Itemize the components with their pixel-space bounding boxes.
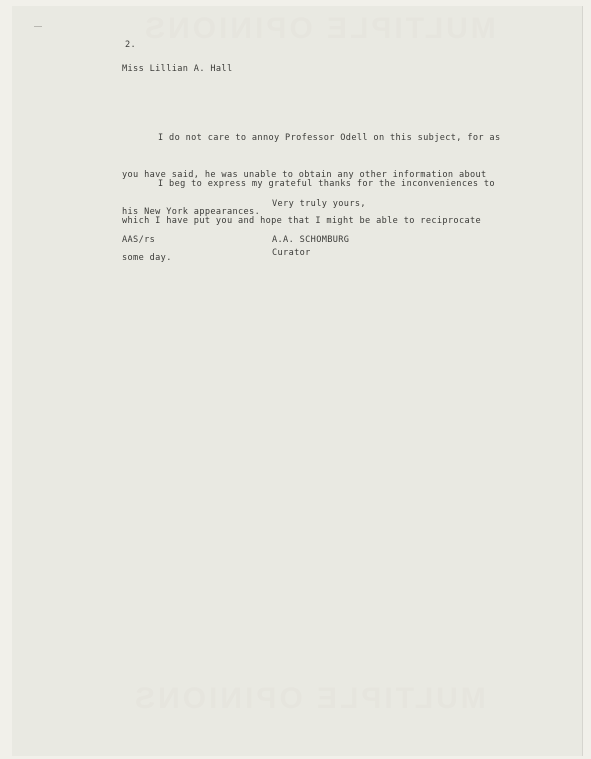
signer-title: Curator bbox=[272, 248, 311, 258]
letterhead-bleedthrough-top: MULTIPLE OPINIONS bbox=[142, 12, 496, 45]
closing: Very truly yours, bbox=[272, 199, 366, 209]
page-number: 2. bbox=[125, 40, 137, 50]
letterhead-bleedthrough-bottom: MULTIPLE OPINIONS bbox=[132, 682, 486, 715]
paragraph-1-line-2: you have said, he was unable to obtain any other information about bbox=[122, 170, 487, 181]
letter-page bbox=[12, 6, 583, 756]
paragraph-2-line-1: I beg to express my grateful thanks for the inconveniences to bbox=[158, 178, 495, 189]
signer-name: A.A. SCHOMBURG bbox=[272, 235, 350, 245]
typist-initials: AAS/rs bbox=[122, 235, 156, 245]
paragraph-2 bbox=[122, 153, 495, 289]
recipient-line: Miss Lillian A. Hall bbox=[122, 64, 233, 74]
corner-mark bbox=[34, 26, 42, 27]
paragraph-2-line-3: some day. bbox=[122, 253, 172, 264]
paragraph-1-line-1: I do not care to annoy Professor Odell on this subject, for as bbox=[158, 132, 501, 143]
paragraph-1-line-3: his New York appearances. bbox=[122, 207, 261, 218]
paragraph-2-line-2: which I have put you and hope that I might be able to reciprocate bbox=[122, 216, 482, 227]
